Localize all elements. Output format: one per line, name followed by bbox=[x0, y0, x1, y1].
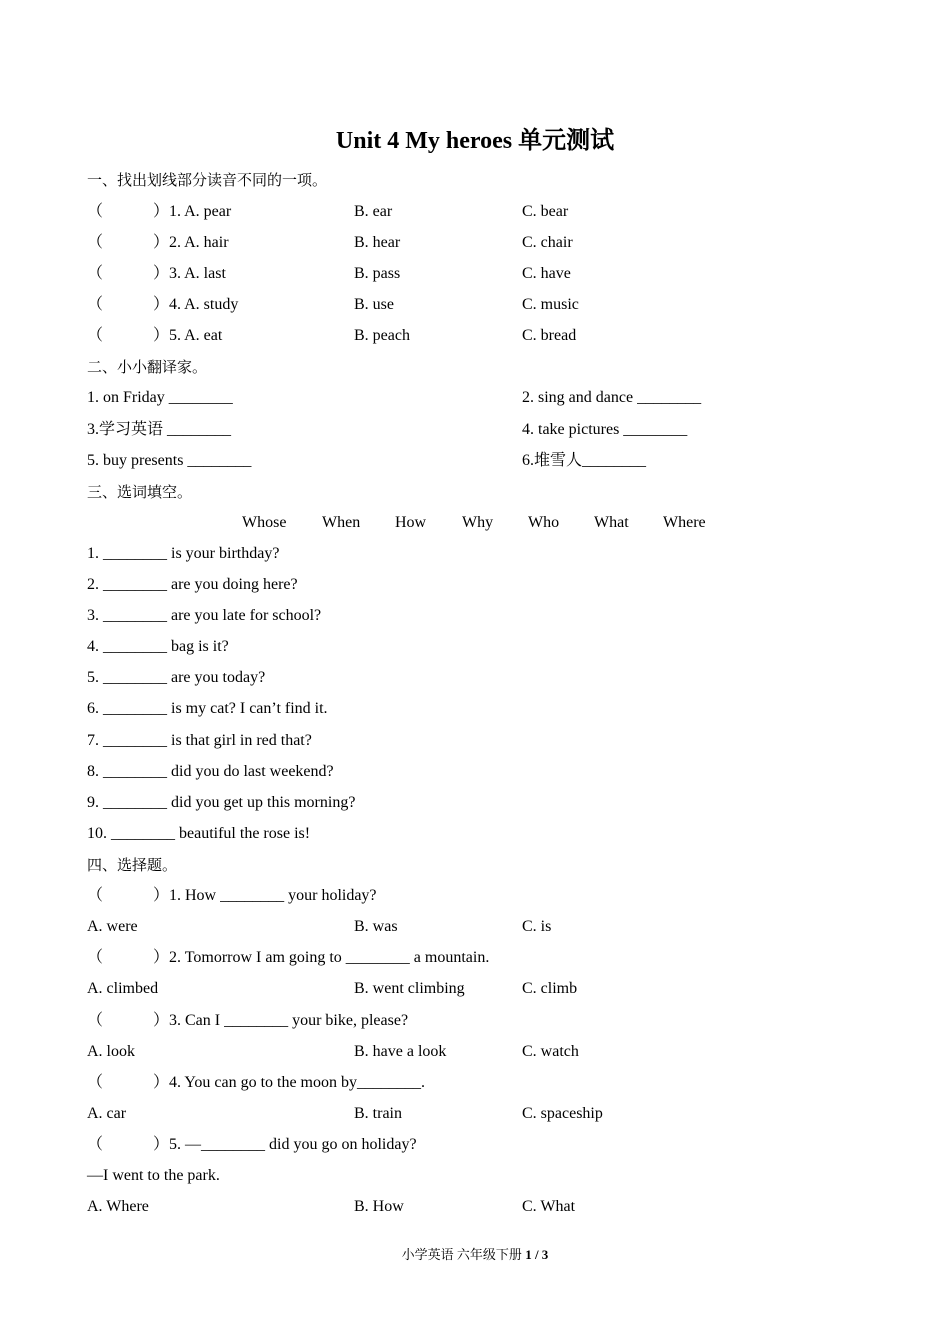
s3-item-4: 4. ________ bag is it? bbox=[87, 638, 229, 655]
s1-q1-b: B. ear bbox=[354, 203, 393, 220]
s3-item-2: 2. ________ are you doing here? bbox=[87, 576, 298, 593]
s1-q2-b: B. hear bbox=[354, 234, 401, 251]
s1-q4-a: ）4. A. study bbox=[153, 296, 239, 313]
s4-q3-b: B. have a look bbox=[354, 1043, 447, 1060]
s3-item-10: 10. ________ beautiful the rose is! bbox=[87, 825, 311, 842]
word-bank-item: Whose bbox=[242, 514, 287, 531]
paren-open: （ bbox=[87, 296, 104, 313]
s1-q5-c: C. bread bbox=[522, 327, 577, 344]
paren-open: （ bbox=[87, 949, 104, 966]
s4-q1-b: B. was bbox=[354, 918, 398, 935]
paren-open: （ bbox=[87, 265, 104, 282]
footer-text: 小学英语 六年级下册 bbox=[401, 1247, 526, 1262]
paren-open: （ bbox=[87, 1136, 104, 1153]
s1-q1-c: C. bear bbox=[522, 203, 569, 220]
paren-open: （ bbox=[87, 887, 104, 904]
s4-q3-c: C. watch bbox=[522, 1043, 579, 1060]
s4-q4-a: A. car bbox=[87, 1105, 127, 1122]
s4-q2-c: C. climb bbox=[522, 980, 578, 997]
s1-q1-a: ）1. A. pear bbox=[153, 203, 232, 220]
word-bank-item: Who bbox=[528, 514, 560, 531]
s3-item-9: 9. ________ did you get up this morning? bbox=[87, 794, 356, 811]
s3-item-1: 1. ________ is your birthday? bbox=[87, 545, 280, 562]
s3-item-8: 8. ________ did you do last weekend? bbox=[87, 763, 334, 780]
section3-heading: 三、选词填空。 bbox=[87, 483, 193, 501]
s4-q1-c: C. is bbox=[522, 918, 552, 935]
s4-question-3 bbox=[87, 1009, 408, 1033]
s4-question-4 bbox=[87, 1071, 425, 1095]
s4-q3-stem: ）3. Can I ________ your bike, please? bbox=[153, 1012, 409, 1029]
section4-heading: 四、选择题。 bbox=[87, 856, 178, 874]
s3-item-3: 3. ________ are you late for school? bbox=[87, 607, 322, 624]
word-bank-item: Why bbox=[462, 514, 494, 531]
s4-q1-stem: ）1. How ________ your holiday? bbox=[153, 887, 377, 904]
s3-item-5: 5. ________ are you today? bbox=[87, 669, 266, 686]
s4-q2-a: A. climbed bbox=[87, 980, 159, 997]
s4-question-1 bbox=[87, 884, 377, 908]
s4-q4-stem: ）4. You can go to the moon by________. bbox=[153, 1074, 426, 1091]
s1-q3-a: ）3. A. last bbox=[153, 265, 226, 282]
s3-item-7: 7. ________ is that girl in red that? bbox=[87, 732, 312, 749]
s4-q5-a: A. Where bbox=[87, 1198, 149, 1215]
s1-q4-c: C. music bbox=[522, 296, 579, 313]
s1-q3-c: C. have bbox=[522, 265, 571, 282]
s2-item-1: 1. on Friday ________ bbox=[87, 389, 233, 406]
s1-q5-a: ）5. A. eat bbox=[153, 327, 223, 344]
s3-item-6: 6. ________ is my cat? I can’t find it. bbox=[87, 700, 328, 717]
s4-q2-b: B. went climbing bbox=[354, 980, 465, 997]
page-footer bbox=[0, 1244, 950, 1266]
paren-open: （ bbox=[87, 203, 104, 220]
s2-item-5: 5. buy presents ________ bbox=[87, 452, 252, 469]
paren-open: （ bbox=[87, 1074, 104, 1091]
word-bank-item: When bbox=[322, 514, 361, 531]
s4-q5-b: B. How bbox=[354, 1198, 404, 1215]
s4-q5-c: C. What bbox=[522, 1198, 576, 1215]
s4-q4-b: B. train bbox=[354, 1105, 402, 1122]
s1-q2-c: C. chair bbox=[522, 234, 573, 251]
s4-q2-stem: ）2. Tomorrow I am going to ________ a mountain. bbox=[153, 949, 490, 966]
s2-item-3: 3.学习英语 ________ bbox=[87, 421, 232, 438]
s1-q2-a: ）2. A. hair bbox=[153, 234, 229, 251]
word-bank-item: How bbox=[395, 514, 427, 531]
paren-open: （ bbox=[87, 234, 104, 251]
word-bank-item: Where bbox=[663, 514, 706, 531]
s4-question-5 bbox=[87, 1133, 417, 1157]
section1-heading: 一、找出划线部分读音不同的一项。 bbox=[87, 171, 328, 189]
s2-item-6: 6.堆雪人________ bbox=[522, 452, 647, 469]
word-bank-item: What bbox=[594, 514, 629, 531]
s1-q4-b: B. use bbox=[354, 296, 394, 313]
s4-q5-answer-line: —I went to the park. bbox=[87, 1167, 220, 1184]
s1-q5-b: B. peach bbox=[354, 327, 410, 344]
paren-open: （ bbox=[87, 1012, 104, 1029]
section2-heading: 二、小小翻译家。 bbox=[87, 358, 208, 376]
s4-q5-stem: ）5. —________ did you go on holiday? bbox=[153, 1136, 417, 1153]
s1-q3-b: B. pass bbox=[354, 265, 401, 282]
s2-item-4: 4. take pictures ________ bbox=[522, 421, 688, 438]
s4-q4-c: C. spaceship bbox=[522, 1105, 603, 1122]
word-bank bbox=[87, 511, 867, 535]
s2-item-2: 2. sing and dance ________ bbox=[522, 389, 702, 406]
paren-open: （ bbox=[87, 327, 104, 344]
page-number: 1 / 3 bbox=[525, 1247, 549, 1262]
s4-q3-a: A. look bbox=[87, 1043, 135, 1060]
s4-question-2 bbox=[87, 946, 489, 970]
page-title: Unit 4 My heroes 单元测试 bbox=[335, 128, 615, 154]
s4-q1-a: A. were bbox=[87, 918, 138, 935]
